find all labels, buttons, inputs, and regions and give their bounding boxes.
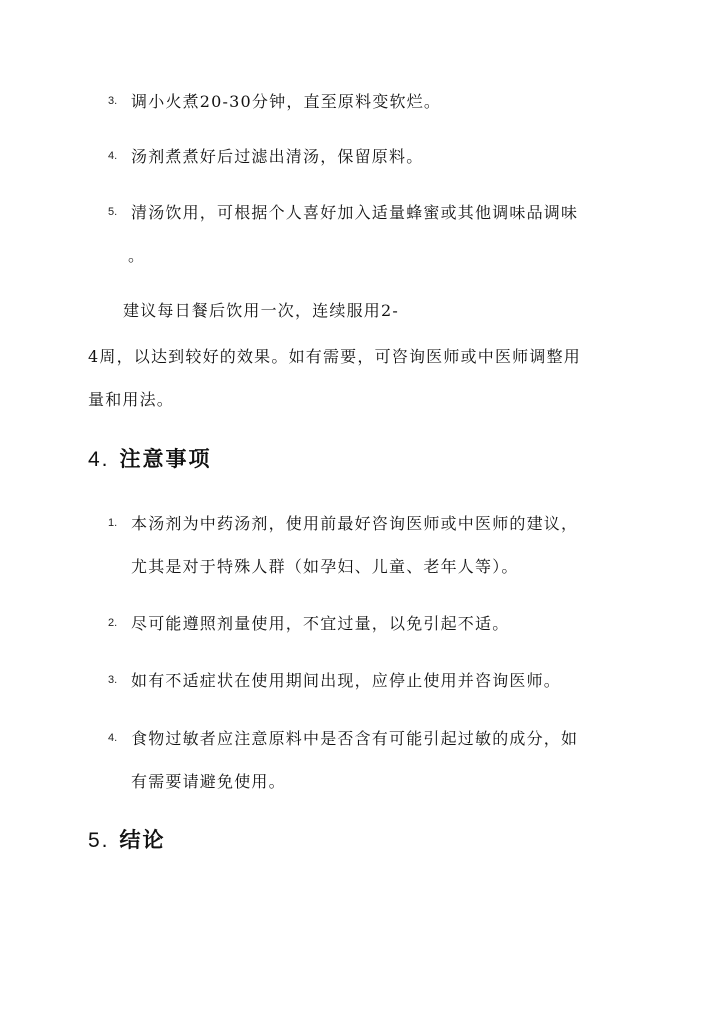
list-item-number: 1. — [108, 517, 118, 529]
list-item-number: 4. — [108, 150, 118, 162]
list-item-number: 3. — [108, 95, 118, 107]
paragraph-line: 建议每日餐后饮用一次，连续服用2- — [123, 301, 399, 320]
list-item-text: 食物过敏者应注意原料中是否含有可能引起过敏的成分，如 — [131, 729, 579, 748]
list-item-number: 5. — [108, 206, 118, 218]
list-item-text-continuation: 有需要请避免使用。 — [131, 772, 286, 791]
list-item-text: 如有不适症状在使用期间出现，应停止使用并咨询医师。 — [131, 671, 562, 690]
section-title: 注意事项 — [119, 446, 212, 471]
list-item-number: 3. — [108, 674, 118, 686]
list-item-text: 汤剂煮煮好后过滤出清汤，保留原料。 — [131, 147, 424, 166]
list-item-text-continuation: 。 — [128, 246, 146, 265]
list-item-text: 本汤剂为中药汤剂，使用前最好咨询医师或中医师的建议， — [131, 514, 579, 533]
list-item-text: 尽可能遵照剂量使用，不宜过量，以免引起不适。 — [131, 614, 510, 633]
list-item-text: 清汤饮用，可根据个人喜好加入适量蜂蜜或其他调味品调味 — [131, 203, 579, 222]
paragraph-line: 量和用法。 — [88, 390, 175, 409]
section-number: 5. — [88, 829, 110, 852]
paragraph-line: 4周，以达到较好的效果。如有需要，可咨询医师或中医师调整用 — [88, 347, 581, 366]
section-heading — [88, 443, 212, 473]
list-item-number: 4. — [108, 732, 118, 744]
list-item-text-continuation: 尤其是对于特殊人群（如孕妇、儿童、老年人等）。 — [131, 557, 519, 576]
section-title: 结论 — [119, 827, 166, 852]
section-number: 4. — [88, 448, 110, 471]
section-heading — [88, 824, 166, 854]
list-item-text: 调小火煮20-30分钟，直至原料变软烂。 — [131, 92, 442, 111]
list-item-number: 2. — [108, 617, 118, 629]
